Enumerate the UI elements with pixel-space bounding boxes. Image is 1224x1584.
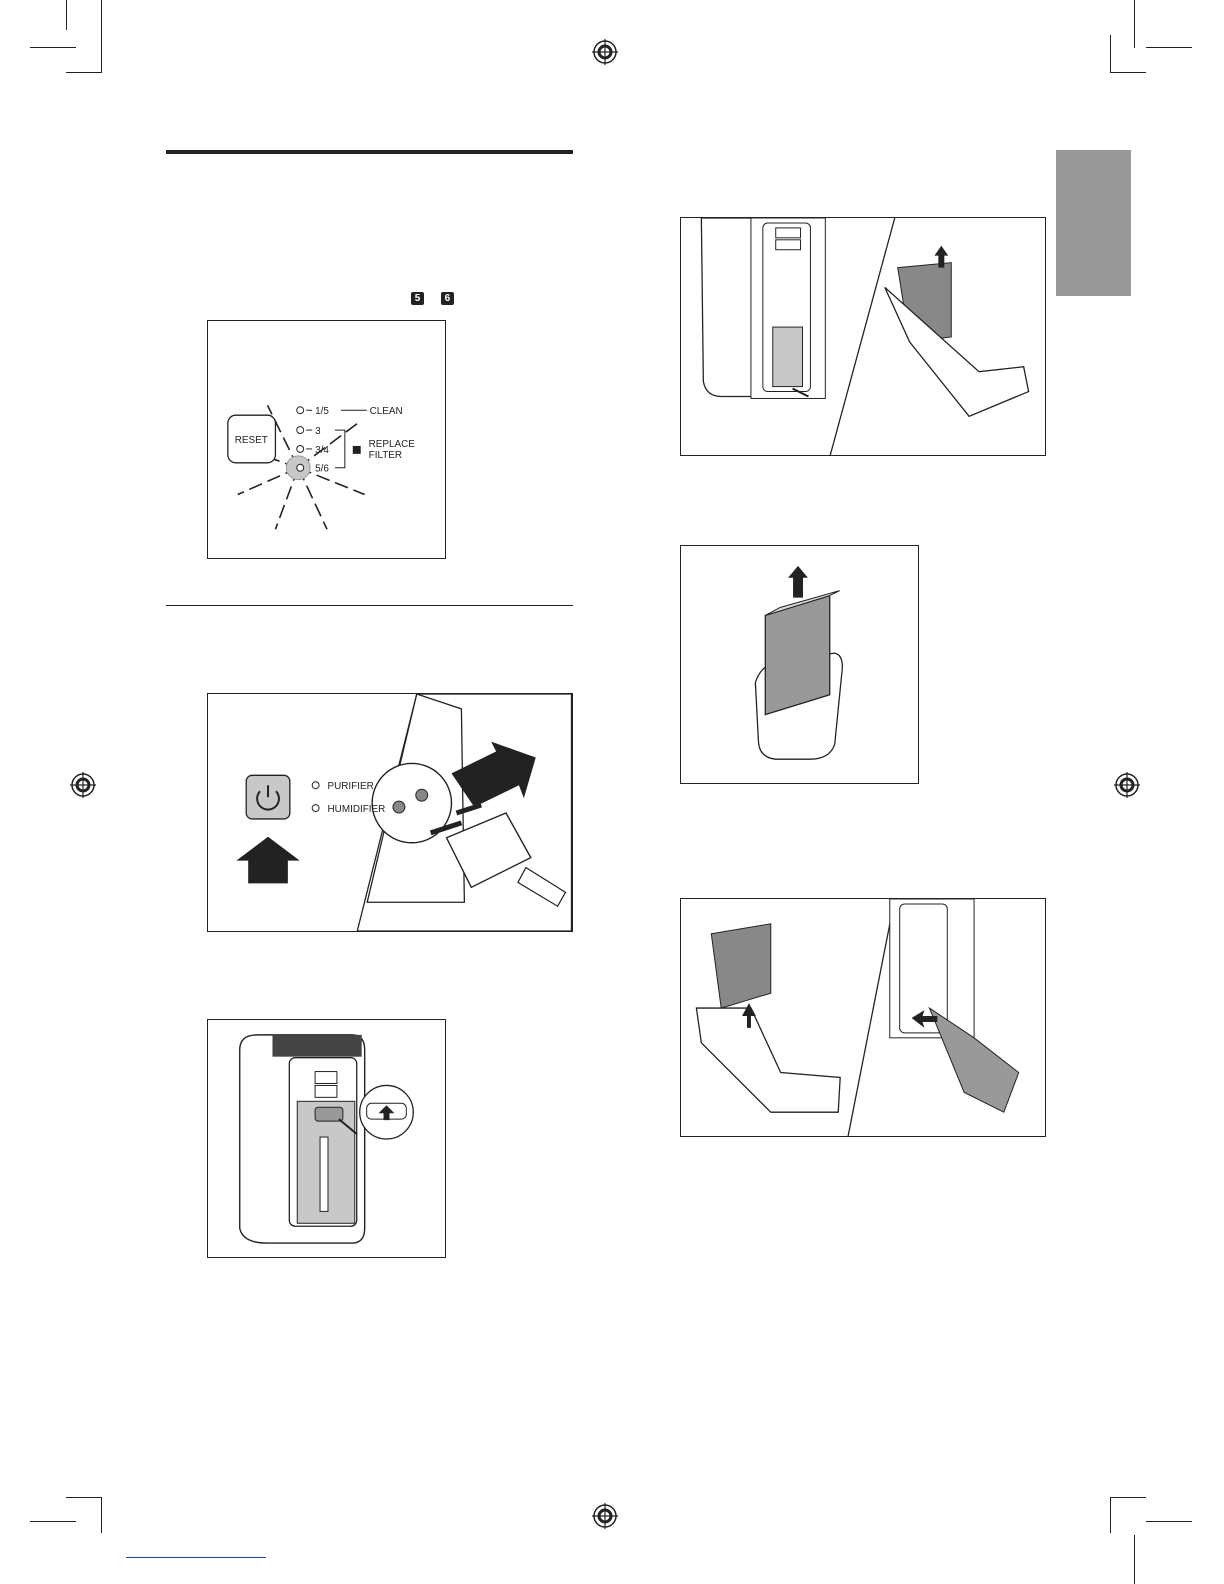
- crop-mark-br-v2: [1134, 1535, 1135, 1584]
- code-label: 1/5: [315, 406, 329, 418]
- filter-lift-illustration: [680, 545, 919, 784]
- clean-label: CLEAN: [369, 406, 403, 418]
- reset-button-label: RESET: [234, 434, 268, 446]
- crop-mark-tr-h: [1110, 72, 1146, 73]
- registration-mark-icon: [592, 39, 618, 65]
- crop-mark-br-v: [1110, 1497, 1111, 1533]
- replace-label: REPLACE: [368, 438, 415, 450]
- step-badge: 6: [441, 292, 454, 305]
- crop-mark-tl-h: [30, 47, 76, 48]
- crop-mark-tr-v2: [1134, 0, 1135, 48]
- unplug-illustration: [207, 693, 573, 932]
- section-rule-thick: [166, 150, 573, 154]
- filter-insert-illustration: [680, 898, 1046, 1137]
- crop-mark-bl-h2: [30, 1521, 76, 1522]
- step-badge: 5: [411, 292, 424, 305]
- crop-mark-tl-v: [101, 0, 102, 72]
- crop-mark-tr-h2: [1146, 47, 1192, 48]
- humidifier-label: HUMIDIFIER: [327, 804, 386, 816]
- tray-removal-illustration: [680, 217, 1046, 456]
- footer-link-rule: [126, 1557, 266, 1558]
- crop-mark-br-h2: [1146, 1521, 1192, 1522]
- registration-mark-icon: [70, 772, 96, 798]
- crop-mark-tl-v3: [66, 0, 67, 30]
- crop-mark-bl-v: [101, 1497, 102, 1533]
- crop-mark-tr-v: [1110, 35, 1111, 72]
- purifier-label: PURIFIER: [327, 781, 374, 793]
- crop-mark-br-h: [1110, 1497, 1146, 1498]
- registration-mark-icon: [1114, 772, 1140, 798]
- reset-panel-illustration: [207, 320, 446, 559]
- step-indicator: [411, 288, 454, 306]
- section-rule-thin: [166, 605, 573, 606]
- filter-label: FILTER: [368, 449, 403, 461]
- crop-mark-bl-h: [66, 1497, 102, 1498]
- unit-front-illustration: [207, 1019, 446, 1258]
- registration-mark-icon: [592, 1503, 618, 1529]
- code-label: 3: [315, 426, 321, 438]
- crop-mark-tl-v2: [66, 72, 102, 73]
- code-label: 5/6: [315, 463, 329, 475]
- language-tab: [1056, 150, 1131, 296]
- code-label: 3/4: [315, 444, 329, 456]
